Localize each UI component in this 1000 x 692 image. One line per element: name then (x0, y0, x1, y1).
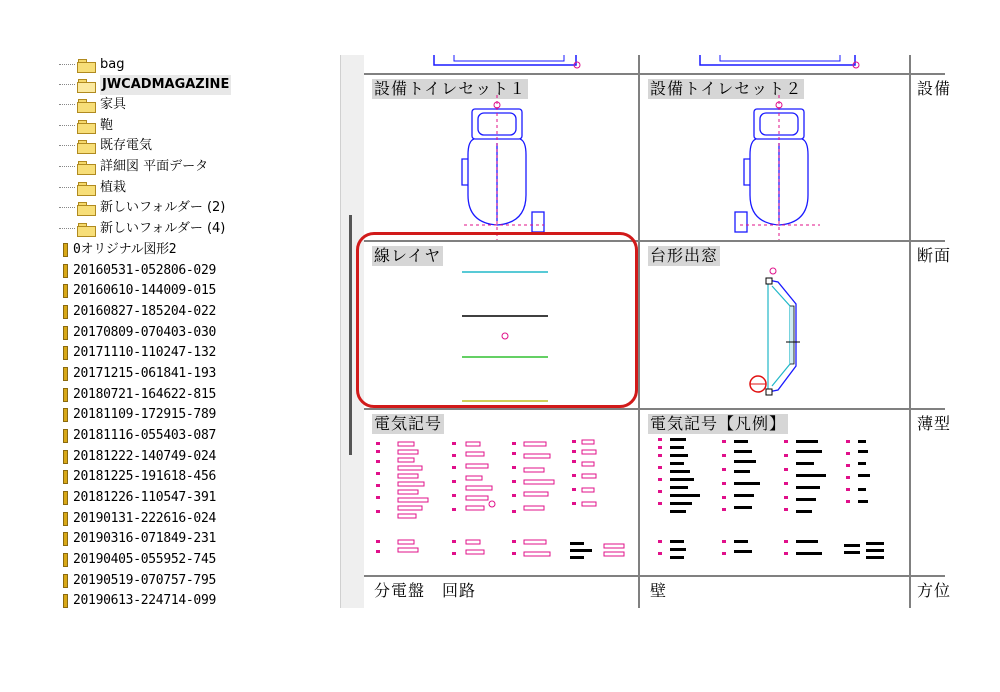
partial-drawing (640, 55, 909, 73)
folder-open-icon (77, 79, 95, 92)
tree-file-label: 20160531-052806-029 (73, 263, 217, 278)
tree-file[interactable] (63, 447, 216, 467)
thumb-thin-partial[interactable] (911, 410, 952, 575)
thumb-title: 薄型 (917, 414, 952, 433)
tree-file[interactable] (63, 509, 216, 529)
tree-file[interactable] (63, 261, 216, 281)
thumb-equipment-partial[interactable] (911, 75, 952, 240)
tree-file-label: 20190405-055952-745 (73, 552, 217, 567)
thumb-title: 断面 (917, 246, 952, 265)
tree-file[interactable] (63, 467, 216, 487)
tree-connector (59, 104, 75, 106)
tree-file-label: 20190131-222616-024 (73, 511, 217, 526)
file-icon (63, 450, 68, 464)
tree-file[interactable] (63, 550, 216, 570)
tree-folder-new-2[interactable] (55, 198, 225, 218)
thumb-electric-legend[interactable] (640, 410, 909, 575)
tree-file-label: 20190613-224714-099 (73, 593, 217, 608)
tree-folder-label: JWCADMAGAZINE (100, 75, 231, 95)
toilet-drawing (640, 75, 909, 240)
tree-connector (59, 187, 75, 189)
electric-legend-drawing (640, 410, 909, 575)
tree-connector (59, 228, 75, 230)
tree-file[interactable] (63, 405, 216, 425)
thumbnail-grid (364, 55, 952, 608)
tree-file[interactable] (63, 323, 216, 343)
file-icon (63, 367, 68, 381)
folder-tree[interactable] (55, 55, 330, 608)
file-icon (63, 264, 68, 278)
thumb-title: 設備 (917, 79, 952, 98)
tree-file-label: 20170809-070403-030 (73, 325, 217, 340)
folder-icon (77, 161, 95, 174)
file-icon (63, 532, 68, 546)
tree-folder-existing-electric[interactable] (55, 136, 152, 156)
partial-drawing (364, 55, 638, 73)
thumb-toilet-set-1[interactable] (364, 75, 638, 240)
tree-connector (59, 125, 75, 127)
pane-splitter[interactable] (340, 55, 366, 608)
tree-file-label: 20180721-164622-815 (73, 387, 217, 402)
tree-folder-label: 既存電気 (100, 138, 153, 153)
folder-icon (77, 202, 95, 215)
folder-icon (77, 140, 95, 153)
tree-file[interactable] (63, 281, 216, 301)
folder-icon (77, 59, 95, 72)
file-icon (63, 429, 68, 443)
tree-file-label: 20181116-055403-087 (73, 428, 217, 443)
tree-folder-jwcadmagazine[interactable] (55, 75, 231, 95)
tree-file-label: 0オリジナル図形2 (73, 242, 177, 257)
thumb-partial[interactable] (364, 55, 638, 73)
thumb-title: 分電盤 回路 (374, 581, 477, 600)
tree-file[interactable] (63, 302, 216, 322)
thumb-partial[interactable] (640, 55, 909, 73)
file-icon (63, 388, 68, 402)
tree-connector (59, 166, 75, 168)
tree-file-label: 20181109-172915-789 (73, 407, 217, 422)
file-icon (63, 512, 68, 526)
tree-file[interactable] (63, 488, 216, 508)
layer-lines-drawing (364, 242, 638, 408)
tree-folder-label: 植栽 (100, 180, 127, 195)
tree-folder-label: bag (100, 57, 125, 72)
thumb-title: 設備トイレセット１ (374, 79, 527, 98)
file-icon (63, 305, 68, 319)
thumb-wall[interactable] (640, 577, 909, 608)
tree-file-label: 20160827-185204-022 (73, 304, 217, 319)
file-icon (63, 553, 68, 567)
thumb-toilet-set-2[interactable] (640, 75, 909, 240)
tree-file[interactable] (63, 529, 216, 549)
tree-folder-new-4[interactable] (55, 219, 225, 239)
tree-file[interactable] (63, 240, 176, 260)
tree-file-label: 20181226-110547-391 (73, 490, 217, 505)
tree-file-label: 20171215-061841-193 (73, 366, 217, 381)
file-icon (63, 326, 68, 340)
thumb-direction-partial[interactable] (911, 577, 952, 608)
splitter-knob[interactable] (349, 215, 352, 455)
thumb-title: 線レイヤ (374, 246, 442, 265)
folder-icon (77, 223, 95, 236)
tree-file-label: 20190519-070757-795 (73, 573, 217, 588)
thumb-title: 台形出窓 (650, 246, 719, 265)
tree-file-label: 20181225-191618-456 (73, 469, 217, 484)
thumb-section-partial[interactable] (911, 242, 952, 408)
thumb-title: 電気記号 (374, 414, 443, 433)
tree-connector (59, 207, 75, 209)
thumb-electric-symbols[interactable] (364, 410, 638, 575)
tree-file[interactable] (63, 571, 216, 591)
tree-file[interactable] (63, 426, 216, 446)
tree-folder-detail-plan[interactable] (55, 157, 208, 177)
tree-file[interactable] (63, 343, 216, 363)
file-icon (63, 594, 68, 608)
file-icon (63, 284, 68, 298)
toilet-drawing (364, 75, 638, 240)
thumb-title: 壁 (650, 581, 668, 600)
tree-folder-label: 家具 (100, 97, 127, 112)
thumb-bay-window[interactable] (640, 242, 909, 408)
tree-folder-label: 鞄 (100, 118, 114, 133)
tree-connector (59, 84, 75, 86)
tree-folder-bag-jp[interactable] (55, 116, 113, 136)
tree-file-label: 20160610-144009-015 (73, 283, 217, 298)
bay-window-drawing (640, 242, 909, 408)
thumb-title: 電気記号【凡例】 (650, 414, 787, 433)
tree-folder-bag[interactable] (55, 55, 124, 75)
thumb-title: 設備トイレセット２ (650, 79, 803, 98)
tree-file[interactable] (63, 385, 216, 405)
folder-icon (77, 99, 95, 112)
file-icon (63, 346, 68, 360)
file-icon (63, 491, 68, 505)
tree-connector (59, 145, 75, 147)
thumb-title: 方位 (917, 581, 952, 600)
file-icon (63, 470, 68, 484)
file-icon (63, 408, 68, 422)
tree-file-label: 20190316-071849-231 (73, 531, 217, 546)
thumb-line-layer[interactable] (364, 242, 638, 408)
file-icon (63, 243, 68, 257)
tree-folder-label: 新しいフォルダー (4) (100, 221, 226, 236)
folder-icon (77, 182, 95, 195)
tree-file-label: 20171110-110247-132 (73, 345, 217, 360)
electric-symbols-drawing (364, 410, 638, 575)
tree-folder-label: 新しいフォルダー (2) (100, 200, 226, 215)
file-icon (63, 574, 68, 588)
tree-file[interactable] (63, 364, 216, 384)
folder-icon (77, 120, 95, 133)
tree-connector (59, 64, 75, 66)
tree-file[interactable] (63, 591, 216, 611)
thumb-panel-circuit[interactable] (364, 577, 638, 608)
tree-file-label: 20181222-140749-024 (73, 449, 217, 464)
tree-folder-furniture[interactable] (55, 95, 126, 115)
tree-folder-planting[interactable] (55, 178, 126, 198)
tree-folder-label: 詳細図 平面データ (100, 159, 209, 174)
